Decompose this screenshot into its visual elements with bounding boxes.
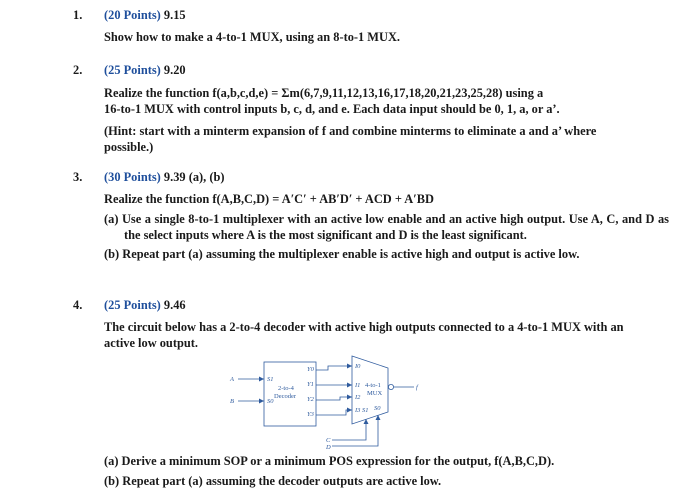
question-number: 1. [73,8,83,22]
question-heading: (20 Points) 9.15 [104,8,186,22]
output-bubble [388,384,393,389]
label-y1: Y1 [307,381,314,388]
label-ms1: S1 [362,407,369,414]
hint-line: possible.) [104,140,154,154]
text-line: Realize the function f(a,b,c,d,e) = Σm(6,7,9,11,12,13,16,17,18,20,21,23,25,28) using a [104,86,544,100]
label-a: A [230,376,234,383]
label-c: C [326,437,331,444]
label-s0: S0 [267,398,274,405]
question-text [104,85,664,155]
text-line: 16-to-1 MUX with control inputs b, c, d, and e. Each data input should be 0, 1, a, or a’. [104,102,560,116]
arrow-a [259,377,264,382]
wire-y3 [316,410,352,415]
question-text: Show how to make a 4-to-1 MUX, using an 8-to-1 MUX. [104,30,400,44]
wire-d [332,415,378,446]
decoder-label-2: Decoder [274,393,297,400]
question-number: 4. [73,298,83,312]
part-b: (b) Repeat part (a) assuming the decoder outputs are active low. [104,474,442,488]
function-line: Realize the function f(A,B,C,D) = A′C′ + AB′D′ + ACD + A′BD [104,192,434,206]
label-d: D [326,444,331,450]
question-heading: (25 Points) 9.20 [104,63,186,77]
question-text [104,191,669,262]
wire-y2 [316,397,352,400]
mux-label-1: 4-to-1 [365,382,381,389]
label-f: f [416,384,418,391]
label-i3: I3 [355,407,361,414]
part-b: (b) Repeat part (a) assuming the multiplexer enable is active high and output is active low. [104,247,580,261]
label-i2: I2 [355,394,361,401]
label-s1: S1 [267,376,274,383]
part-a: (a) Derive a minimum SOP or a minimum POS expression for the output, f(A,B,C,D). [104,454,555,468]
text-line: The circuit below has a 2-to-4 decoder with active high outputs connected to a 4-to-1 MUX with an [104,320,624,334]
circuit-diagram [228,350,438,450]
text-line: active low output. [104,336,198,350]
question-number: 3. [73,170,83,184]
question-text [104,319,664,351]
question-heading: (25 Points) 9.46 [104,298,186,312]
wire-c [332,419,366,440]
arrow-b [259,399,264,404]
label-i0: I0 [355,363,361,370]
question-heading: (30 Points) 9.39 (a), (b) [104,170,225,184]
label-b: B [230,398,234,405]
question-number: 2. [73,63,83,77]
label-y2: Y2 [307,396,314,403]
label-ms0: S0 [374,405,381,412]
question-parts [104,453,664,489]
part-a: (a) Use a single 8-to-1 multiplexer with an active low enable and an active high output. Use A, C, and D as the select inputs where A is the most significant and D is the least significant. [104,212,669,242]
label-y0: Y0 [307,366,314,373]
label-y3: Y3 [307,411,314,418]
label-i1: I1 [355,382,361,389]
decoder-label-1: 2-to-4 [278,385,294,392]
wire-y0 [316,366,352,370]
hint-line: (Hint: start with a minterm expansion of f and combine minterms to eliminate a and a’ where [104,124,597,138]
mux-label-2: MUX [367,390,383,397]
